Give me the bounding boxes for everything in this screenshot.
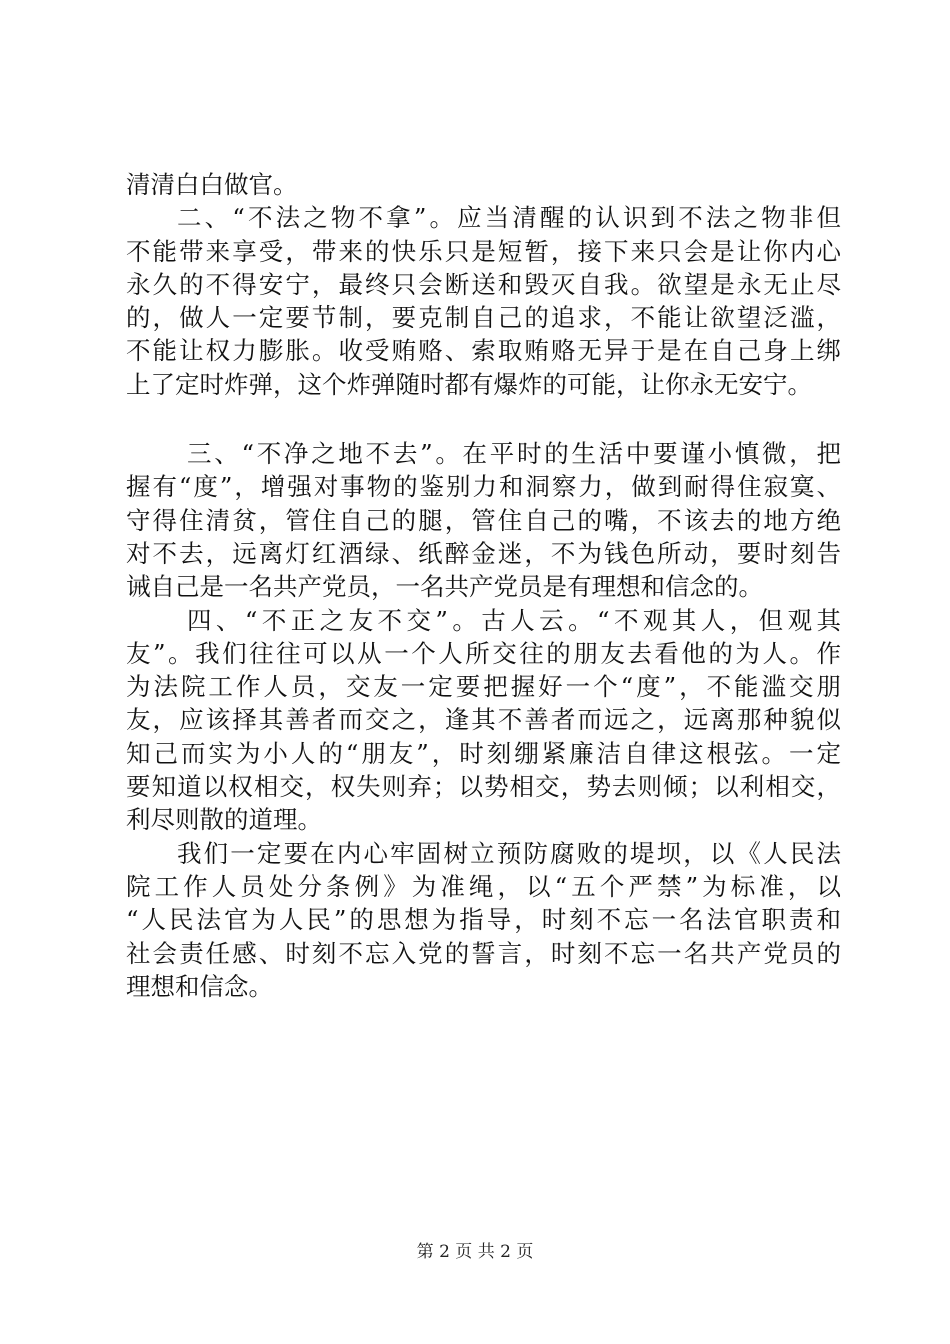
paragraph-line: 不能带来享受，带来的快乐只是短暂，接下来只会是让你内心 (126, 236, 841, 266)
paragraph-line: 知己而实为小人的“朋友”，时刻绷紧廉洁自律这根弦。一定 (126, 738, 841, 768)
paragraph-line: 守得住清贫，管住自己的腿，管住自己的嘴，不该去的地方绝 (126, 505, 841, 535)
paragraph-line: 不能让权力膨胀。收受贿赂、索取贿赂无异于是在自己身上绑 (126, 336, 841, 366)
page-footer (0, 1240, 950, 1264)
paragraph-line: 清清白白做官。 (126, 170, 298, 199)
paragraph-5 (126, 837, 841, 1003)
paragraph-line: 的，做人一定要节制，要克制自己的追求，不能让欲望泛滥， (126, 303, 841, 333)
paragraph-line: 我们一定要在内心牢固树立预防腐败的堤坝，以《人民法 (177, 838, 841, 868)
paragraph-3 (126, 437, 841, 603)
paragraph-line: 永久的不得安宁，最终只会断送和毁灭自我。欲望是永无止尽 (126, 269, 841, 299)
paragraph-line: 友”。我们往往可以从一个人所交往的朋友去看他的为人。作 (126, 638, 841, 668)
paragraph-line: 院工作人员处分条例》为准绳，以“五个严禁”为标准，以 (126, 871, 841, 901)
paragraph-line: 为法院工作人员，交友一定要把握好一个“度”，不能滥交朋 (126, 672, 841, 702)
paragraph-spacer (126, 401, 841, 437)
paragraph-line: 社会责任感、时刻不忘入党的誓言，时刻不忘一名共产党员的 (126, 938, 841, 968)
document-body (126, 168, 841, 1003)
paragraph-line: 理想和信念。 (126, 971, 273, 1001)
paragraph-line: 利尽则散的道理。 (126, 805, 322, 835)
paragraph-line: 诫自己是一名共产党员，一名共产党员是有理想和信念的。 (126, 572, 763, 602)
paragraph-line: 三、“不净之地不去”。在平时的生活中要谨小慎微，把 (187, 439, 841, 469)
paragraph-line: “人民法官为人民”的思想为指导，时刻不忘一名法官职责和 (126, 905, 841, 935)
paragraph-1 (126, 168, 841, 201)
paragraph-line: 二、“不法之物不拿”。应当清醒的认识到不法之物非但 (177, 203, 841, 233)
paragraph-line: 握有“度”，增强对事物的鉴别力和洞察力，做到耐得住寂寞、 (126, 472, 841, 502)
paragraph-2 (126, 201, 841, 401)
page-number: 第 2 页 共 2 页 (416, 1242, 534, 1262)
paragraph-line: 上了定时炸弹，这个炸弹随时都有爆炸的可能，让你永无安宁。 (126, 369, 812, 399)
paragraph-line: 对不去，远离灯红酒绿、纸醉金迷，不为钱色所动，要时刻告 (126, 538, 841, 568)
paragraph-line: 四、“不正之友不交”。古人云。“不观其人，但观其 (187, 605, 841, 635)
paragraph-line: 要知道以权相交，权失则弃；以势相交，势去则倾；以利相交， (126, 772, 841, 802)
paragraph-line: 友，应该择其善者而交之，逢其不善者而远之，远离那种貌似 (126, 705, 841, 735)
paragraph-4 (126, 604, 841, 837)
